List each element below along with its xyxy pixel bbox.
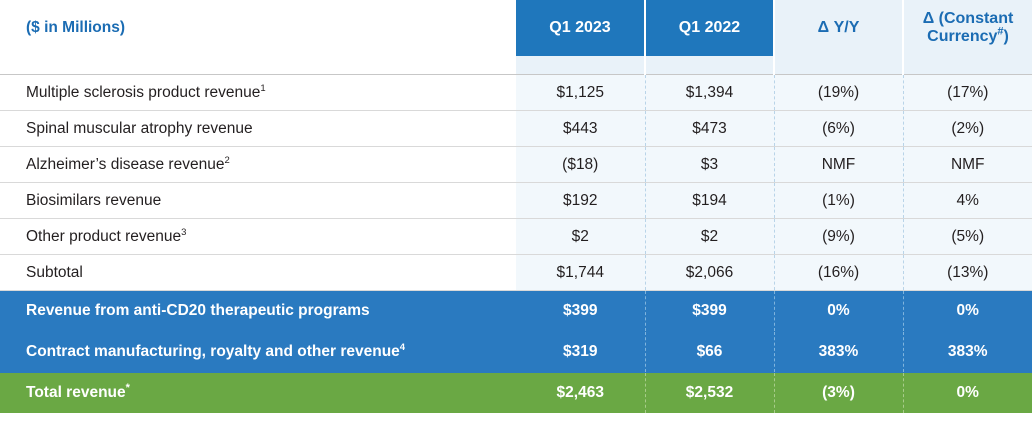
spacer-cell-delta-yoy bbox=[774, 56, 903, 75]
row-label-text: Multiple sclerosis product revenue bbox=[26, 83, 261, 101]
cell-other-delta-cc: (5%) bbox=[903, 219, 1032, 255]
table-row bbox=[0, 332, 1032, 373]
cell-total-q1-2023: $2,463 bbox=[516, 373, 645, 414]
cell-subtotal-delta-yoy: (16%) bbox=[774, 255, 903, 291]
cell-ms-delta-yoy: (19%) bbox=[774, 75, 903, 111]
cell-alz-delta-yoy: NMF bbox=[774, 147, 903, 183]
row-label-text: Other product revenue bbox=[26, 227, 182, 245]
row-label-alzheimers-disease bbox=[0, 147, 516, 183]
unit-note: ($ in Millions) bbox=[0, 0, 516, 56]
cell-other-delta-yoy: (9%) bbox=[774, 219, 903, 255]
footnote-marker-hash: # bbox=[997, 25, 1004, 38]
cell-subtotal-delta-cc: (13%) bbox=[903, 255, 1032, 291]
row-label-text: Revenue from anti-CD20 therapeutic programs bbox=[26, 302, 370, 319]
row-label-text: Biosimilars revenue bbox=[26, 191, 162, 209]
header-spacer-row bbox=[0, 56, 1032, 75]
cell-total-delta-cc: 0% bbox=[903, 373, 1032, 414]
cell-ms-q1-2022: $1,394 bbox=[645, 75, 774, 111]
cell-sma-q1-2022: $473 bbox=[645, 111, 774, 147]
column-header-delta-constant-currency bbox=[903, 0, 1032, 56]
cell-subtotal-q1-2022: $2,066 bbox=[645, 255, 774, 291]
table-row bbox=[0, 75, 1032, 111]
cell-other-q1-2022: $2 bbox=[645, 219, 774, 255]
footnote-marker: 2 bbox=[224, 154, 230, 166]
spacer-cell-q1-2023 bbox=[516, 56, 645, 75]
row-label-spinal-muscular-atrophy bbox=[0, 111, 516, 147]
column-header-q1-2023: Q1 2023 bbox=[516, 0, 645, 56]
row-label-total-revenue bbox=[0, 373, 516, 414]
footnote-marker-star: * bbox=[125, 381, 130, 394]
cell-ms-delta-cc: (17%) bbox=[903, 75, 1032, 111]
row-label-multiple-sclerosis bbox=[0, 75, 516, 111]
table-body bbox=[0, 75, 1032, 414]
row-label-text: Contract manufacturing, royalty and other revenue bbox=[26, 343, 400, 360]
table-row bbox=[0, 111, 1032, 147]
cell-sma-delta-yoy: (6%) bbox=[774, 111, 903, 147]
row-label-text: Total revenue bbox=[26, 384, 126, 401]
cell-bio-q1-2022: $194 bbox=[645, 183, 774, 219]
cell-subtotal-q1-2023: $1,744 bbox=[516, 255, 645, 291]
row-label-text: Alzheimer’s disease revenue bbox=[26, 155, 225, 173]
cell-bio-delta-yoy: (1%) bbox=[774, 183, 903, 219]
cell-cd20-delta-yoy: 0% bbox=[774, 291, 903, 332]
cell-contract-q1-2023: $319 bbox=[516, 332, 645, 373]
column-header-delta-yoy: Δ Y/Y bbox=[774, 0, 903, 56]
cell-bio-delta-cc: 4% bbox=[903, 183, 1032, 219]
spacer-label-cell bbox=[0, 56, 516, 75]
spacer-cell-delta-cc bbox=[903, 56, 1032, 75]
cell-ms-q1-2023: $1,125 bbox=[516, 75, 645, 111]
row-label-anti-cd20 bbox=[0, 291, 516, 332]
footnote-marker: 4 bbox=[399, 341, 406, 353]
cell-cd20-q1-2022: $399 bbox=[645, 291, 774, 332]
cc-header-text: Δ (Constant Currency bbox=[922, 9, 1014, 45]
cell-total-q1-2022: $2,532 bbox=[645, 373, 774, 414]
row-label-text: Spinal muscular atrophy revenue bbox=[26, 119, 253, 137]
cell-cd20-q1-2023: $399 bbox=[516, 291, 645, 332]
table-header bbox=[0, 0, 1032, 75]
cell-contract-delta-cc: 383% bbox=[903, 332, 1032, 373]
cell-alz-q1-2022: $3 bbox=[645, 147, 774, 183]
table-row bbox=[0, 147, 1032, 183]
column-header-q1-2022: Q1 2022 bbox=[645, 0, 774, 56]
table-row-total bbox=[0, 373, 1032, 414]
cell-contract-q1-2022: $66 bbox=[645, 332, 774, 373]
cell-alz-q1-2023: ($18) bbox=[516, 147, 645, 183]
cc-header-tail: ) bbox=[1003, 28, 1009, 45]
cell-bio-q1-2023: $192 bbox=[516, 183, 645, 219]
row-label-text: Subtotal bbox=[26, 263, 83, 281]
cell-sma-q1-2023: $443 bbox=[516, 111, 645, 147]
row-label-other-product bbox=[0, 219, 516, 255]
spacer-cell-q1-2022 bbox=[645, 56, 774, 75]
cell-cd20-delta-cc: 0% bbox=[903, 291, 1032, 332]
header-row bbox=[0, 0, 1032, 56]
table-row bbox=[0, 219, 1032, 255]
table-row bbox=[0, 255, 1032, 291]
footnote-marker: 1 bbox=[260, 82, 266, 94]
row-label-contract-manufacturing bbox=[0, 332, 516, 373]
cell-other-q1-2023: $2 bbox=[516, 219, 645, 255]
cell-alz-delta-cc: NMF bbox=[903, 147, 1032, 183]
cell-contract-delta-yoy: 383% bbox=[774, 332, 903, 373]
cell-total-delta-yoy: (3%) bbox=[774, 373, 903, 414]
cell-sma-delta-cc: (2%) bbox=[903, 111, 1032, 147]
table-row bbox=[0, 183, 1032, 219]
table-row bbox=[0, 291, 1032, 332]
row-label-biosimilars bbox=[0, 183, 516, 219]
row-label-subtotal bbox=[0, 255, 516, 291]
footnote-marker: 3 bbox=[181, 226, 187, 238]
